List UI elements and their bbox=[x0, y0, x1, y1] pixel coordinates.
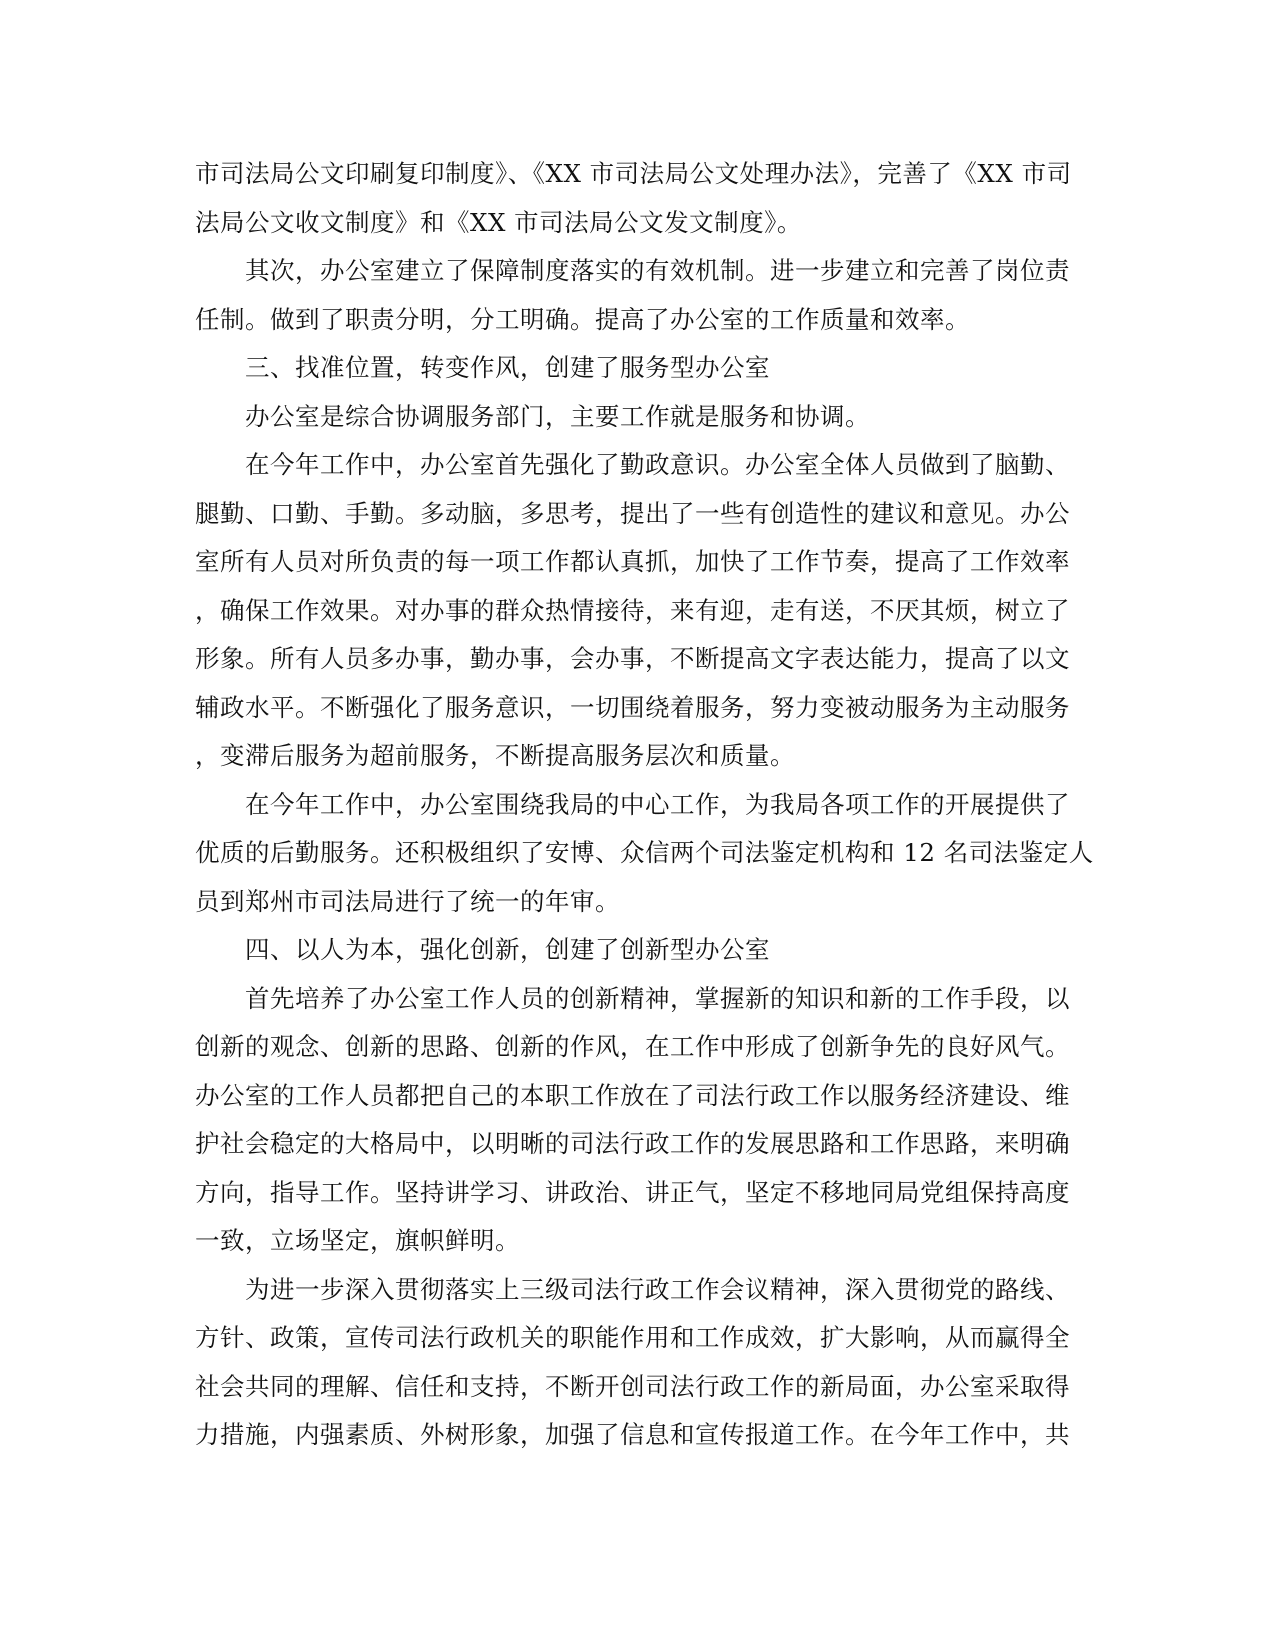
section-heading: 三、找准位置，转变作风，创建了服务型办公室 bbox=[245, 353, 770, 382]
text-line: 市司法局公文印刷复印制度》、《XX 市司法局公文处理办法》，完善了《XX 市司 bbox=[195, 159, 1072, 188]
paragraph-start-line: 其次，办公室建立了保障制度落实的有效机制。进一步建立和完善了岗位责 bbox=[245, 256, 1070, 285]
paragraph-start-line: 在今年工作中，办公室首先强化了勤政意识。办公室全体人员做到了脑勤、 bbox=[245, 450, 1070, 479]
text-line: ，变滞后服务为超前服务，不断提高服务层次和质量。 bbox=[195, 741, 795, 770]
text-line: 优质的后勤服务。还积极组织了安博、众信两个司法鉴定机构和 12 名司法鉴定人 bbox=[195, 838, 1094, 867]
text-line: 辅政水平。不断强化了服务意识，一切围绕着服务，努力变被动服务为主动服务 bbox=[195, 692, 1070, 722]
section-heading: 四、以人为本，强化创新，创建了创新型办公室 bbox=[245, 935, 770, 964]
paragraph-start-line: 首先培养了办公室工作人员的创新精神，掌握新的知识和新的工作手段，以 bbox=[245, 983, 1070, 1013]
text-line: 腿勤、口勤、手勤。多动脑，多思考，提出了一些有创造性的建议和意见。办公 bbox=[195, 498, 1070, 528]
text-line: 方向，指导工作。坚持讲学习、讲政治、讲正气，坚定不移地同局党组保持高度 bbox=[195, 1177, 1070, 1207]
paragraph-start-line: 为进一步深入贯彻落实上三级司法行政工作会议精神，深入贯彻党的路线、 bbox=[245, 1274, 1070, 1304]
document-body bbox=[195, 150, 1094, 1460]
text-line: 办公室的工作人员都把自己的本职工作放在了司法行政工作以服务经济建设、维 bbox=[195, 1080, 1070, 1110]
text-line: 力措施，内强素质、外树形象，加强了信息和宣传报道工作。在今年工作中，共 bbox=[195, 1420, 1070, 1449]
text-line: 一致，立场坚定，旗帜鲜明。 bbox=[195, 1226, 520, 1255]
text-line: 员到郑州市司法局进行了统一的年审。 bbox=[195, 886, 620, 916]
text-line: 任制。做到了职责分明，分工明确。提高了办公室的工作质量和效率。 bbox=[195, 304, 970, 334]
paragraph-start-line: 在今年工作中，办公室围绕我局的中心工作，为我局各项工作的开展提供了 bbox=[245, 789, 1070, 819]
text-line: 法局公文收文制度》和《XX 市司法局公文发文制度》。 bbox=[195, 207, 802, 237]
text-line: 社会共同的理解、信任和支持，不断开创司法行政工作的新局面，办公室采取得 bbox=[195, 1371, 1070, 1401]
text-line: 创新的观念、创新的思路、创新的作风，在工作中形成了创新争先的良好风气。 bbox=[195, 1032, 1070, 1061]
text-line: ，确保工作效果。对办事的群众热情接待，来有迎，走有送，不厌其烦，树立了 bbox=[195, 595, 1070, 625]
text-line: 方针、政策，宣传司法行政机关的职能作用和工作成效，扩大影响，从而赢得全 bbox=[195, 1323, 1070, 1352]
text-line: 护社会稳定的大格局中，以明晰的司法行政工作的发展思路和工作思路，来明确 bbox=[195, 1129, 1070, 1158]
text-line: 形象。所有人员多办事，勤办事，会办事，不断提高文字表达能力，提高了以文 bbox=[195, 644, 1070, 673]
text-line: 室所有人员对所负责的每一项工作都认真抓，加快了工作节奏，提高了工作效率 bbox=[195, 547, 1070, 576]
paragraph-start-line: 办公室是综合协调服务部门，主要工作就是服务和协调。 bbox=[245, 401, 870, 431]
